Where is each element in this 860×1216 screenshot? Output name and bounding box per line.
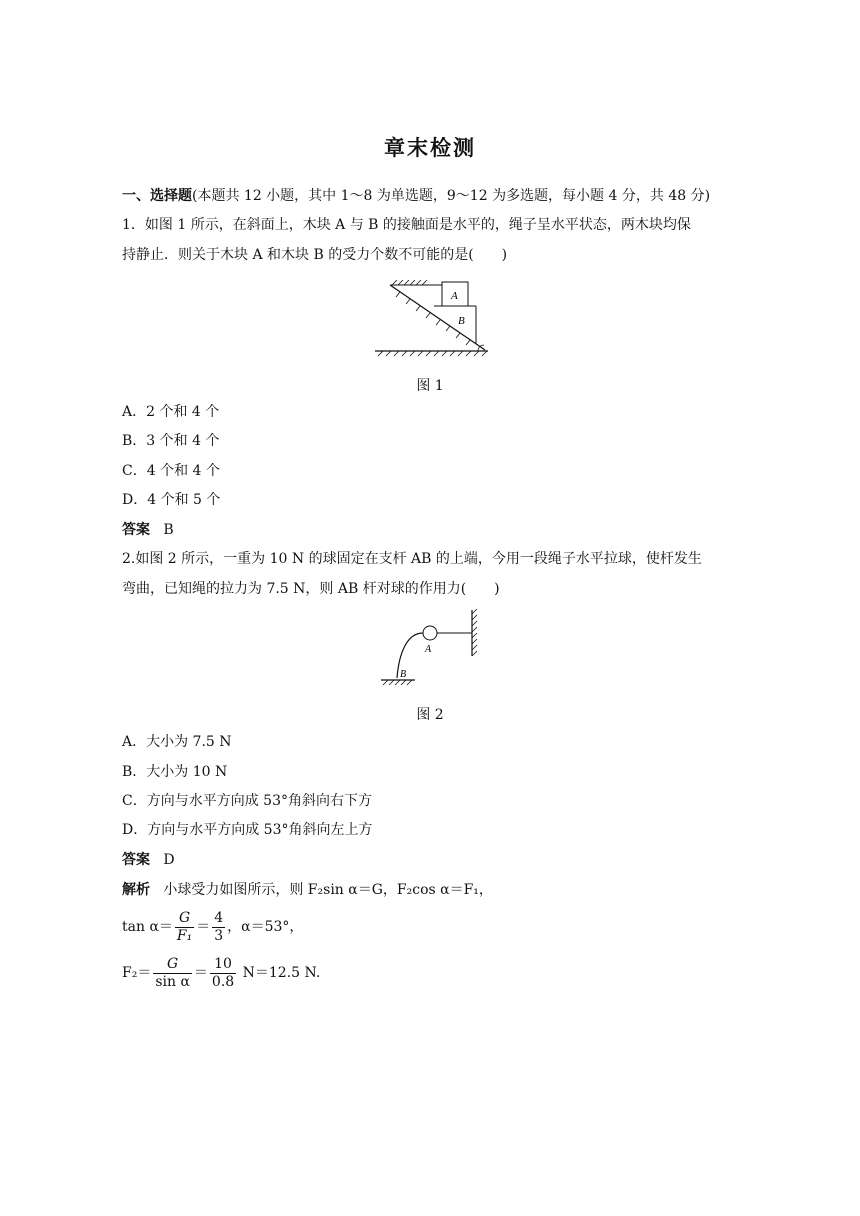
eq1-frac2-denominator: 3 (214, 927, 224, 944)
q2-analysis-label: 解析 (122, 882, 150, 898)
q1-text-line-2: 持静止．则关于木块 A 和木块 B 的受力个数不可能的是( ) (122, 247, 508, 263)
ground-hatching (378, 351, 487, 356)
eq2-frac2-denominator: 0.8 (211, 973, 235, 990)
q1-text-line-1: 1．如图 1 所示，在斜面上，木块 A 与 B 的接触面是水平的，绳子呈水平状态，两木块均保 (122, 217, 691, 233)
q1-answer-value: B (163, 522, 174, 538)
eq1-frac1-numerator: G (175, 910, 194, 928)
block-b-label: B (458, 315, 465, 327)
q2-answer-label: 答案 (122, 852, 150, 868)
figure-1-caption: 图 1 (416, 378, 444, 394)
q2-text-line-1: 2.如图 2 所示，一重为 10 N 的球固定在支杆 AB 的上端，今用一段绳子水平拉球，使杆发生 (122, 551, 702, 567)
q2-option-b: B．大小为 10 N (122, 764, 228, 780)
q2-option-d: D．方向与水平方向成 53°角斜向左上方 (122, 822, 373, 838)
eq2-lhs: F₂＝ (122, 965, 152, 981)
eq2-tail: N＝12.5 N. (238, 965, 321, 981)
wall-hatching (472, 609, 477, 656)
block-b-fill (434, 306, 476, 343)
eq2-frac1-numerator: G (153, 956, 192, 974)
ball (423, 626, 437, 640)
eq1-fraction-2 (212, 910, 225, 945)
figure-2-caption: 图 2 (416, 707, 444, 723)
q2-equation-1 (122, 908, 303, 946)
eq1-equals: ＝ (196, 919, 211, 935)
q1-answer-line (122, 520, 174, 540)
q1-option-c: C．4 个和 4 个 (122, 463, 220, 479)
figure-2-ball-rod (375, 608, 485, 688)
q2-option-a: A．大小为 7.5 N (122, 734, 232, 750)
q2-text-line-2: 弯曲，已知绳的拉力为 7.5 N，则 AB 杆对球的作用力( ) (122, 581, 500, 597)
eq1-frac1-denominator: F₁ (176, 927, 193, 944)
wall-hatching (392, 280, 427, 285)
q1-option-a: A．2 个和 4 个 (122, 404, 220, 420)
q1-answer-label: 答案 (122, 522, 150, 538)
eq2-frac2-numerator: 10 (210, 956, 236, 974)
q2-answer-value: D (163, 852, 175, 868)
point-a-label: A (425, 644, 432, 655)
eq2-frac1-denominator: sin α (155, 973, 190, 990)
q2-equation-2 (122, 954, 320, 992)
page-title: 章末检测 (384, 136, 476, 160)
ground-hatching (383, 680, 412, 685)
section-heading: 一、选择题 (122, 188, 192, 204)
section-description: (本题共 12 小题，其中 1～8 为单选题，9～12 为多选题，每小题 4 分，共 48 分) (192, 188, 711, 204)
eq1-frac2-numerator: 4 (214, 909, 224, 926)
q2-option-c: C．方向与水平方向成 53°角斜向右下方 (122, 793, 372, 809)
q1-option-b: B．3 个和 4 个 (122, 433, 220, 449)
eq1-tail: ，α＝53°， (227, 919, 304, 935)
q2-analysis-text: 小球受力如图所示，则 F₂sin α＝G，F₂cos α＝F₁， (163, 882, 493, 898)
eq2-fraction-1 (153, 956, 192, 991)
point-b-label: B (400, 669, 407, 680)
eq1-fraction-1 (175, 910, 194, 945)
figure-1-incline-blocks (370, 280, 495, 360)
eq1-lhs: tan α＝ (122, 919, 173, 935)
q2-answer-line (122, 850, 175, 870)
block-a-label: A (451, 290, 458, 302)
eq2-equals: ＝ (193, 965, 208, 981)
q2-analysis-line (122, 880, 493, 900)
q1-option-d: D．4 个和 5 个 (122, 492, 221, 508)
section-header (122, 186, 710, 206)
eq2-fraction-2 (210, 956, 236, 991)
